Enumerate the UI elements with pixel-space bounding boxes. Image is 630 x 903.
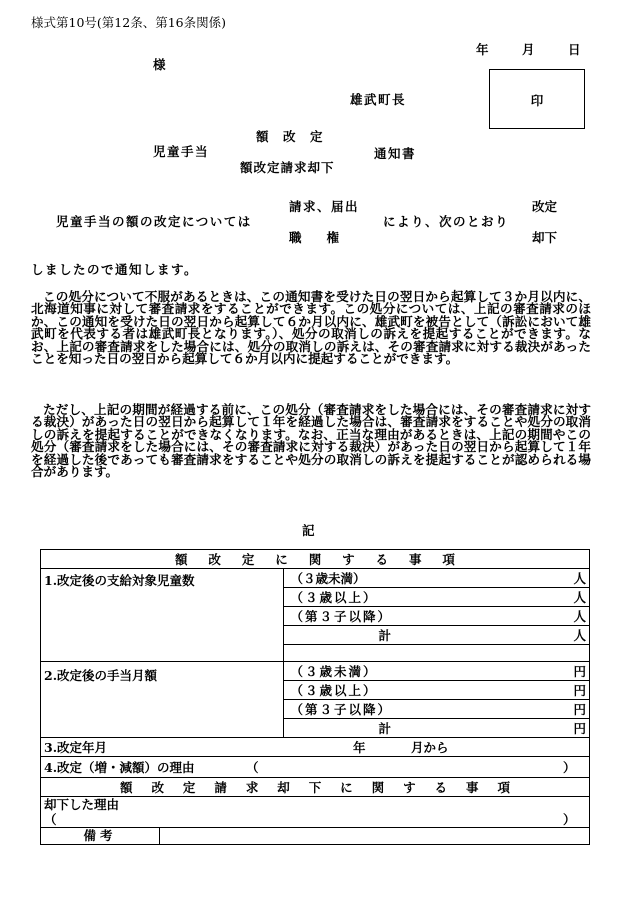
section1-header: 額 改 定 に 関 す る 事 項 xyxy=(41,550,590,569)
row2-label: 2.改定後の手当月額 xyxy=(41,662,284,738)
row1-spacer xyxy=(284,645,590,662)
title-top: 額 改 定 xyxy=(256,129,324,144)
row3 xyxy=(41,738,590,757)
row3-label: 3.改定年月 xyxy=(44,740,108,755)
reject-open-paren: （ xyxy=(44,812,57,827)
row1-label: 1.改定後の支給対象児童数 xyxy=(41,569,284,662)
row2-over3: （３歳以上） 円 xyxy=(284,681,590,700)
revision-table xyxy=(40,549,590,845)
appeal-paragraph-2: ただし、上記の期間が経過する前に、この処分（審査請求をした場合には、その審査請求に対する裁決）があった日の翌日から起算して１年を経過した場合は、審査請求をすることや処分の取消しの訴えを提起することができなくなります。なお、正当な理由があるときは、上記の期間やこの処分（審査請求をした場合には、その審査請求に対する裁決）があった日の翌日から起算して１年を経過した後であっても審査請求をすることや処分の取消しの訴えを提起することが認められる場合があります。 xyxy=(31,402,591,480)
seal-box xyxy=(489,69,585,129)
appeal-paragraph-1: この処分について不服があるときは、この通知書を受けた日の翌日から起算して３か月以内に、北海道知事に対して審査請求をすることができます。この処分については、上記の審査請求のほか、この通知を受けた日の翌日から起算して６か月以内に、雄武町を被告として（訴訟において雄武町を代表する者は雄武町長となります。）、処分の取消しの訴えを提起することができます。なお、上記の審査請求をした場合には、処分の取消しの訴えは、その審査請求に対する裁決があったことを知った日の翌日から起算して６か月以内に提起することができます。 xyxy=(31,289,591,367)
date-day-label: 日 xyxy=(568,42,581,57)
reject-close-paren: ） xyxy=(563,812,576,827)
row1-over3: （３歳以上） 人 xyxy=(284,588,590,607)
remarks-label: 備考 xyxy=(41,828,160,844)
title-bottom: 額改定請求却下 xyxy=(240,160,335,175)
body-lead: 児童手当の額の改定については xyxy=(56,214,252,229)
body-top-mid: 請求、届出 xyxy=(289,199,360,214)
row2-under3: （３歳未満） 円 xyxy=(284,662,590,681)
row1-under3: （３歳未満） 人 xyxy=(284,569,590,588)
row1-third: （第３子以降） 人 xyxy=(284,607,590,626)
reject-label: 却下した理由 xyxy=(44,797,120,812)
row4-label: 4.改定（増・減額）の理由 xyxy=(44,760,195,775)
remarks-row xyxy=(41,828,590,845)
reject-reason xyxy=(41,797,590,828)
seal-label: 印 xyxy=(530,93,544,108)
date-year-label: 年 xyxy=(476,42,489,57)
row1-total: 計 人 xyxy=(284,626,590,645)
section2-header: 額 改 定 請 求 却 下 に 関 す る 事 項 xyxy=(41,778,590,797)
body-top-right: 改定 xyxy=(532,199,558,214)
form-id: 様式第10号(第12条、第16条関係) xyxy=(31,15,226,30)
row4 xyxy=(41,757,590,778)
row3-year: 年 xyxy=(353,740,366,755)
issuer-name: 雄武町長 xyxy=(350,92,407,107)
title-right: 通知書 xyxy=(374,146,417,161)
body-bottom-right: 却下 xyxy=(532,230,558,245)
body-connector: により、次のとおり xyxy=(383,214,510,229)
row4-close-paren: ） xyxy=(563,760,576,775)
title-left: 児童手当 xyxy=(153,144,210,159)
row4-open-paren: （ xyxy=(246,760,259,775)
date-month-label: 月 xyxy=(522,42,535,57)
row2-total: 計 円 xyxy=(284,719,590,738)
row2-third: （第３子以降） 円 xyxy=(284,700,590,719)
row3-month: 月から xyxy=(411,740,449,755)
body-bottom-mid: 職 権 xyxy=(289,230,340,245)
notice-line: しましたので通知します。 xyxy=(31,262,199,277)
ki-label: 記 xyxy=(302,523,315,538)
addressee-suffix: 様 xyxy=(153,57,166,72)
